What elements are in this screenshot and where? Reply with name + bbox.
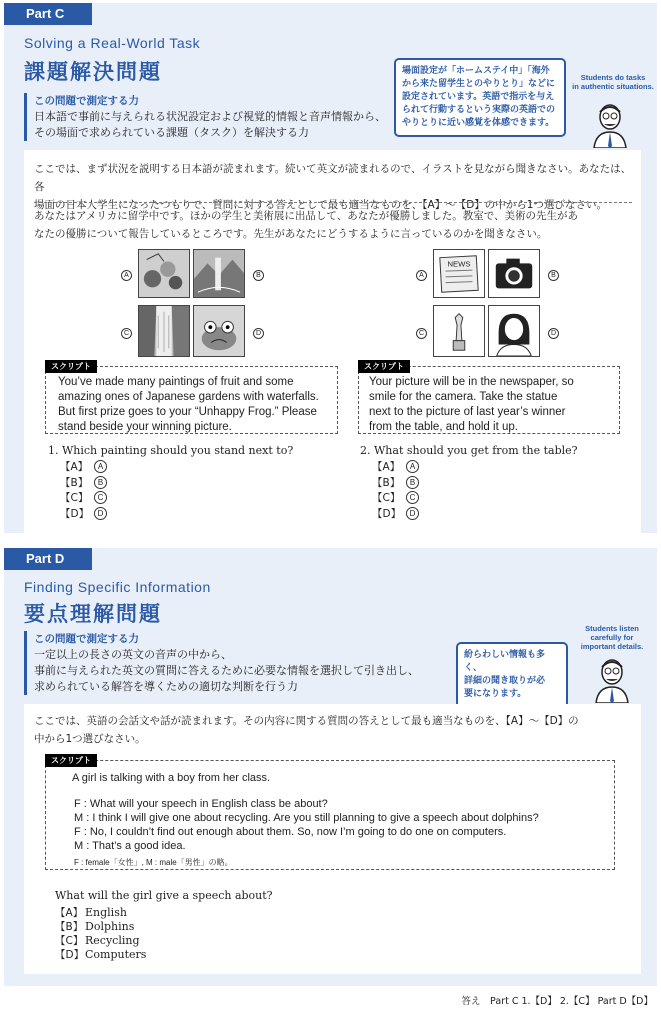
part-d-script-box xyxy=(45,760,615,870)
picture-letter-b: B xyxy=(548,270,559,281)
script-line: You’ve made many paintings of fruit and some xyxy=(58,376,294,388)
painting-frog-image xyxy=(193,305,245,357)
script-note: F : female「女性」, M : male「男性」の略。 xyxy=(74,858,233,867)
callout-line: 要になります。 xyxy=(464,689,527,699)
picture-letter-b: B xyxy=(253,270,264,281)
teacher-avatar-icon xyxy=(592,655,632,703)
q1-option-c[interactable] xyxy=(60,491,338,507)
dialogue-line: M : I think I will give one about recycling. Are you still planning to give a speech about dolphins? xyxy=(74,812,539,824)
part-d-option-a[interactable] xyxy=(55,906,455,920)
measure-line: 事前に与えられた英文の質問に答えるために必要な情報を選択して引き出し、 xyxy=(34,664,419,677)
script-line: Your picture will be in the newspaper, so xyxy=(369,376,574,388)
option-circle: C xyxy=(406,491,419,504)
q1-block xyxy=(48,443,338,522)
side-note-line: Students do tasks xyxy=(580,73,646,82)
q1-option-d[interactable] xyxy=(60,507,338,523)
callout-line: られて行動するという実際の英語での xyxy=(402,105,556,115)
instruction-line: 中から1つ選びなさい。 xyxy=(34,733,146,745)
callout-line: 詳細の聞き取りが必 xyxy=(464,676,546,686)
q1-option-b[interactable] xyxy=(60,476,338,492)
statue-icon xyxy=(433,305,485,357)
picture-letter-a: A xyxy=(416,270,427,281)
part-d-script-label: スクリプト xyxy=(45,754,97,767)
option-circle: C xyxy=(94,491,107,504)
option-text: Recycling xyxy=(85,934,140,947)
option-circle: A xyxy=(406,460,419,473)
teacher-avatar-icon xyxy=(590,100,630,148)
picture-letter-a: A xyxy=(121,270,132,281)
script-line: But first prize goes to your “Unhappy Frog.” Please xyxy=(58,406,317,418)
option-key: 【D】 xyxy=(372,507,402,520)
option-key: 【B】 xyxy=(372,476,401,489)
q2-option-a[interactable] xyxy=(372,460,640,476)
callout-line: から来た留学生とのやりとり」などに xyxy=(402,79,556,89)
q2-option-b[interactable] xyxy=(372,476,640,492)
option-key: 【D】 xyxy=(55,949,85,961)
option-key: 【C】 xyxy=(55,935,84,947)
part-d-option-c[interactable] xyxy=(55,934,455,948)
q2-question: 2. What should you get from the table? xyxy=(360,444,578,457)
picture-letter-d: D xyxy=(548,328,559,339)
camera-icon xyxy=(488,249,540,298)
callout-line: やりとりに近い感覚を体感できます。 xyxy=(402,118,555,128)
q1-script-label: スクリプト xyxy=(45,360,97,373)
situation-line: あなたはアメリカに留学中です。ほかの学生と美術展に出品して、あなたが優勝しました。教室で、美術の先生があ xyxy=(34,210,579,222)
measure-heading: この問題で測定する力 xyxy=(34,95,139,107)
part-c-side-note xyxy=(570,73,656,91)
q2-block xyxy=(360,443,640,522)
part-d-tag: Part D xyxy=(4,548,92,570)
instruction-line: ここでは、英語の会話文や話が読まれます。その内容に関する質問の答えとして最も適当なものを、【A】～【D】の xyxy=(34,715,579,727)
part-d-english-title: Finding Specific Information xyxy=(24,579,211,595)
option-key: 【A】 xyxy=(372,461,401,473)
side-note-line: important details. xyxy=(580,642,644,651)
q2-script-label: スクリプト xyxy=(358,360,410,373)
q1-question: 1. Which painting should you stand next to? xyxy=(48,444,294,457)
measure-heading: この問題で測定する力 xyxy=(34,633,139,645)
callout-line: 設定されています。英語で指示を与え xyxy=(402,92,555,102)
painting-garden-image xyxy=(193,249,245,298)
picture-letter-c: C xyxy=(416,328,427,339)
q1-script-box xyxy=(45,366,338,434)
option-text: Dolphins xyxy=(85,920,135,933)
part-c-tag: Part C xyxy=(4,3,92,25)
part-c-english-title: Solving a Real-World Task xyxy=(24,35,201,51)
script-line: stand beside your winning picture. xyxy=(58,421,232,433)
dialogue-line: F : No, I couldn’t find out enough about them. So, now I’m going to do one on computers. xyxy=(74,826,507,838)
measure-line: その場面で求められている課題（タスク）を解決する力 xyxy=(34,126,309,139)
part-d-option-d[interactable] xyxy=(55,948,455,962)
newspaper-icon xyxy=(433,249,485,298)
script-line: amazing ones of Japanese gardens with waterfalls. xyxy=(58,391,319,403)
side-note-line: Students listen xyxy=(585,624,639,633)
option-key: 【B】 xyxy=(60,476,89,489)
dialogue-line: M : That’s a good idea. xyxy=(74,840,186,852)
part-d-question-block xyxy=(55,888,455,962)
painting-fruit-image xyxy=(138,249,190,298)
painting-waterfall-image xyxy=(138,305,190,357)
measure-line: 一定以上の長さの英文の音声の中から、 xyxy=(34,648,232,661)
option-circle: B xyxy=(406,476,419,489)
dialogue-line: F : What will your speech in English class be about? xyxy=(74,798,328,810)
part-c-instructions xyxy=(34,160,634,214)
script-line: next to the picture of last year’s winner xyxy=(369,406,566,418)
measure-line: 日本語で事前に与えられる状況設定および視覚的情報と音声情報から、 xyxy=(34,110,386,123)
part-d-measure xyxy=(24,631,419,695)
winner-portrait-icon xyxy=(488,305,540,357)
option-key: 【C】 xyxy=(372,492,401,504)
situation-line: なたの優勝について報告しているところです。先生があなたにどうするように言っているのかを聞きなさい。 xyxy=(34,228,548,240)
part-d-callout xyxy=(456,642,568,708)
script-intro: A girl is talking with a boy from her class. xyxy=(72,772,271,784)
option-key: 【A】 xyxy=(60,461,89,473)
part-c-japanese-title: 課題解決問題 xyxy=(24,60,162,84)
option-key: 【A】 xyxy=(55,907,84,919)
instruction-line: 場面の日本人学生になったつもりで、質問に対する答えとして最も適当なものを、【A】～【D】の中から1つ選びなさい。 xyxy=(34,199,607,211)
script-line: from the table, and hold it up. xyxy=(369,421,518,433)
picture-letter-d: D xyxy=(253,328,264,339)
option-text: Computers xyxy=(85,948,147,961)
measure-line: 求められている解答を導くための適切な判断を行う力 xyxy=(34,680,298,693)
q2-script-box xyxy=(358,366,620,434)
part-d-option-b[interactable] xyxy=(55,920,455,934)
q2-option-c[interactable] xyxy=(372,491,640,507)
option-circle: D xyxy=(406,507,419,520)
divider xyxy=(34,202,632,203)
part-d-side-note xyxy=(572,624,652,651)
part-d-question: What will the girl give a speech about? xyxy=(55,889,273,902)
script-line: smile for the camera. Take the statue xyxy=(369,391,558,403)
instruction-line: ここでは、まず状況を説明する日本語が読まれます。続いて英文が読まれるので、イラストを見ながら聞きなさい。あなたは、各 xyxy=(34,163,632,193)
option-text: English xyxy=(85,906,127,919)
side-note-line: in authentic situations. xyxy=(572,82,654,91)
option-circle: D xyxy=(94,507,107,520)
callout-line: 場面設定が「ホームステイ中」「海外 xyxy=(402,66,550,76)
option-key: 【C】 xyxy=(60,492,89,504)
picture-letter-c: C xyxy=(121,328,132,339)
newspaper-text: NEWS xyxy=(447,259,471,269)
callout-line: 紛らわしい情報も多く、 xyxy=(464,650,546,673)
answer-key: 答え Part C 1.【D】 2.【C】 Part D【D】 xyxy=(461,996,653,1007)
option-key: 【D】 xyxy=(60,507,90,520)
part-c-measure xyxy=(24,93,386,141)
part-d-instructions xyxy=(34,712,634,748)
q2-option-d[interactable] xyxy=(372,507,640,523)
option-circle: B xyxy=(94,476,107,489)
part-c-situation xyxy=(34,207,634,243)
part-c-callout xyxy=(394,58,566,137)
option-key: 【B】 xyxy=(55,921,84,933)
option-circle: A xyxy=(94,460,107,473)
part-d-japanese-title: 要点理解問題 xyxy=(24,602,162,626)
q1-option-a[interactable] xyxy=(60,460,338,476)
side-note-line: carefully for xyxy=(590,633,634,642)
